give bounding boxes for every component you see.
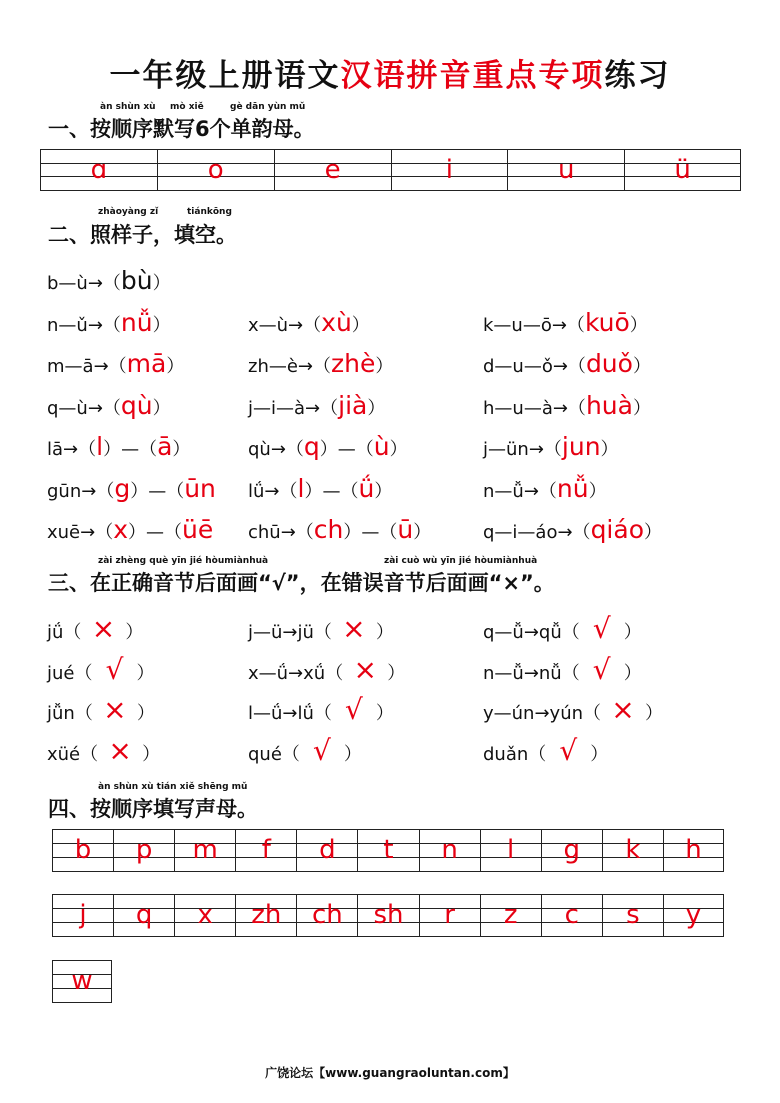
fill-separator: ）—（ bbox=[304, 480, 359, 502]
judge-close: ） bbox=[623, 662, 642, 684]
fill-close: ） bbox=[389, 439, 408, 460]
grid-cell: ɑ bbox=[40, 150, 157, 190]
fill-close: ） bbox=[166, 356, 185, 377]
grid-cell: f bbox=[235, 830, 296, 871]
section3-title-b: 在错误音节后面画“×”。 bbox=[320, 571, 555, 595]
fill-close: ） bbox=[375, 356, 394, 377]
section3-title-a: 三、在正确音节后面画“√”， bbox=[48, 571, 321, 595]
fill-answer-2: ū bbox=[397, 515, 414, 544]
fill-item bbox=[483, 432, 619, 461]
fill-separator: ）—（ bbox=[319, 439, 374, 460]
grid-cell: i bbox=[391, 150, 508, 190]
fill-answer: qiáo bbox=[590, 515, 644, 544]
cross-mark-icon: × bbox=[91, 612, 116, 645]
fill-question: gūn→（ bbox=[47, 480, 115, 502]
judge-question: l—ǘ→lǘ（ bbox=[248, 703, 332, 724]
fill-answer: q bbox=[303, 432, 320, 461]
fill-question: lǘ→（ bbox=[248, 480, 298, 502]
grid-cell: ü bbox=[624, 150, 741, 190]
fill-close: ） bbox=[588, 480, 607, 502]
footer: 广饶论坛【www.guangraoluntan.com】 bbox=[265, 1066, 515, 1080]
fill-question: n—ǚ→（ bbox=[483, 480, 557, 502]
judge-question: jǘ（ bbox=[47, 622, 82, 643]
grid-cell: t bbox=[357, 830, 418, 871]
grid-cell: g bbox=[541, 830, 602, 871]
section4-grid-row1 bbox=[52, 829, 724, 872]
judge-close: ） bbox=[387, 662, 406, 684]
section1-grid bbox=[40, 149, 741, 191]
cross-mark-icon: × bbox=[353, 652, 377, 686]
grid-cell: x bbox=[174, 895, 235, 936]
judge-item bbox=[483, 693, 663, 726]
fill-close: ） bbox=[413, 522, 432, 543]
title-part2: 汉语拼音重点专项 bbox=[340, 58, 605, 94]
judge-question: x—ǘ→xǘ（ bbox=[248, 662, 344, 684]
judge-question: xüé（ bbox=[47, 743, 99, 765]
grid-cell: m bbox=[174, 830, 235, 871]
grid-cell: r bbox=[419, 895, 480, 936]
cross-mark-icon: × bbox=[103, 693, 127, 726]
fill-answer: zhè bbox=[331, 349, 376, 378]
judge-close: ） bbox=[343, 743, 362, 765]
judge-item bbox=[483, 653, 642, 686]
section1-pinyin-2: mò xiě bbox=[170, 102, 204, 112]
grid-cell: u bbox=[507, 150, 624, 190]
fill-question: x—ù→（ bbox=[248, 314, 322, 336]
check-mark-icon: √ bbox=[344, 693, 363, 726]
grid-cell: q bbox=[113, 895, 174, 936]
fill-answer: xù bbox=[321, 307, 352, 337]
grid-cell: o bbox=[157, 150, 274, 190]
judge-close: ） bbox=[645, 703, 664, 724]
check-mark-icon: √ bbox=[592, 652, 611, 686]
grid-cell: s bbox=[602, 895, 663, 936]
fill-answer-2: ǘ bbox=[358, 473, 375, 503]
fill-question: qù→（ bbox=[248, 439, 304, 460]
fill-item bbox=[483, 515, 662, 544]
grid-cell: z bbox=[480, 895, 541, 936]
fill-question: m—ā→（ bbox=[47, 356, 127, 377]
fill-separator: ）—（ bbox=[128, 522, 183, 543]
section4-pinyin: àn shùn xù tián xiě shēng mǔ bbox=[98, 782, 248, 792]
judge-item bbox=[248, 693, 394, 726]
judge-close: ） bbox=[623, 622, 642, 643]
grid-cell: sh bbox=[357, 895, 418, 936]
fill-item bbox=[47, 515, 213, 544]
fill-close: ） bbox=[152, 397, 171, 419]
fill-close: ） bbox=[152, 314, 171, 336]
fill-answer: bù bbox=[120, 266, 153, 295]
grid-cell: zh bbox=[235, 895, 296, 936]
cross-mark-icon: × bbox=[611, 693, 635, 726]
judge-close: ） bbox=[125, 622, 144, 643]
fill-item bbox=[47, 391, 171, 420]
fill-answer-2: ù bbox=[373, 432, 390, 461]
judge-close: ） bbox=[375, 703, 394, 724]
cross-mark-icon: × bbox=[342, 612, 366, 645]
judge-item bbox=[47, 693, 155, 726]
judge-item bbox=[47, 612, 143, 645]
judge-question: y—ún→yún（ bbox=[483, 703, 602, 724]
judge-item bbox=[248, 612, 394, 645]
fill-item bbox=[47, 474, 216, 503]
judge-item bbox=[47, 734, 160, 767]
fill-close: ） bbox=[629, 314, 648, 336]
fill-question: lā→（ bbox=[47, 439, 97, 460]
fill-answer: nǚ bbox=[556, 473, 589, 503]
judge-question: jǚn（ bbox=[47, 703, 93, 724]
fill-item bbox=[47, 432, 190, 461]
section4-grid-row2 bbox=[52, 894, 724, 937]
section2-pinyin-2: tiánkōng bbox=[187, 207, 232, 217]
fill-item bbox=[248, 308, 370, 337]
fill-item bbox=[248, 349, 393, 378]
fill-question: q—ù→（ bbox=[47, 397, 121, 419]
check-mark-icon: √ bbox=[559, 733, 578, 767]
fill-item bbox=[248, 391, 385, 420]
fill-question: xuē→（ bbox=[47, 522, 114, 543]
fill-close: ） bbox=[644, 522, 662, 543]
section2-pinyin-1: zhàoyàng zǐ bbox=[98, 207, 159, 217]
section1-pinyin-3: gè dān yùn mǔ bbox=[230, 102, 306, 112]
fill-close: ） bbox=[600, 439, 619, 460]
judge-question: q—ǚ→qǚ（ bbox=[483, 622, 580, 643]
fill-answer-2: ā bbox=[157, 432, 173, 461]
section1-title: 一、按顺序默写6个单韵母。 bbox=[48, 117, 315, 141]
section3-pinyin-2: zài cuò wù yīn jié hòumiànhuà bbox=[384, 556, 538, 566]
fill-answer: jun bbox=[561, 432, 601, 461]
grid-cell: h bbox=[663, 830, 724, 871]
judge-item bbox=[248, 653, 405, 686]
fill-question: q—i—áo→（ bbox=[483, 522, 591, 543]
grid-cell: l bbox=[480, 830, 541, 871]
fill-item bbox=[483, 349, 651, 378]
grid-cell: ch bbox=[296, 895, 357, 936]
page-title bbox=[0, 50, 780, 95]
fill-answer: x bbox=[113, 515, 129, 544]
fill-item bbox=[248, 474, 392, 503]
judge-close: ） bbox=[142, 743, 161, 765]
fill-question: chū→（ bbox=[248, 522, 314, 543]
fill-close: ） bbox=[632, 356, 651, 377]
grid-cell: n bbox=[419, 830, 480, 871]
fill-question: h—u—à→（ bbox=[483, 397, 586, 419]
fill-question: n—ǔ→（ bbox=[47, 314, 121, 336]
fill-question: zh—è→（ bbox=[248, 356, 332, 377]
section4-title: 四、按顺序填写声母。 bbox=[48, 797, 258, 821]
fill-answer: nǚ bbox=[120, 307, 153, 337]
fill-separator: ）—（ bbox=[130, 480, 185, 502]
judge-close: ） bbox=[136, 703, 155, 724]
fill-answer: mā bbox=[126, 349, 167, 378]
fill-question: j—i—à→（ bbox=[248, 397, 339, 419]
grid-cell: k bbox=[602, 830, 663, 871]
fill-answer: l bbox=[297, 473, 305, 503]
grid-cell: c bbox=[541, 895, 602, 936]
grid-cell: d bbox=[296, 830, 357, 871]
section1-pinyin-1: àn shùn xù bbox=[100, 102, 156, 112]
judge-close: ） bbox=[590, 743, 609, 765]
fill-close: ） bbox=[632, 397, 651, 419]
fill-item bbox=[483, 308, 648, 337]
fill-item bbox=[248, 432, 408, 461]
check-mark-icon: √ bbox=[592, 612, 611, 645]
fill-close: ） bbox=[152, 273, 171, 294]
fill-answer: g bbox=[114, 473, 131, 503]
title-part3: 练习 bbox=[604, 58, 671, 94]
fill-separator: ）—（ bbox=[343, 522, 398, 543]
judge-close: ） bbox=[136, 662, 155, 684]
fill-question: j—ün→（ bbox=[483, 439, 562, 460]
fill-close: ） bbox=[351, 314, 370, 336]
fill-question: b—ù→（ bbox=[47, 273, 121, 294]
fill-answer: l bbox=[96, 432, 104, 461]
fill-item bbox=[248, 515, 431, 544]
grid-cell: p bbox=[113, 830, 174, 871]
fill-answer: jià bbox=[338, 390, 368, 420]
fill-answer: ch bbox=[313, 515, 344, 544]
fill-item bbox=[47, 266, 171, 295]
fill-answer: qù bbox=[120, 390, 153, 420]
grid-cell: b bbox=[52, 830, 113, 871]
fill-item bbox=[47, 308, 171, 337]
check-mark-icon: √ bbox=[313, 733, 331, 767]
grid-cell: y bbox=[663, 895, 724, 936]
fill-answer-2: ūn bbox=[184, 473, 216, 503]
judge-item bbox=[47, 653, 154, 686]
judge-question: duǎn（ bbox=[483, 743, 547, 765]
judge-item bbox=[483, 612, 642, 645]
grid-cell: e bbox=[274, 150, 391, 190]
fill-answer: huà bbox=[585, 390, 633, 420]
judge-close: ） bbox=[375, 622, 394, 643]
fill-close: ） bbox=[374, 480, 393, 502]
judge-item bbox=[483, 734, 608, 767]
judge-item bbox=[248, 734, 362, 767]
fill-item bbox=[483, 474, 607, 503]
fill-item bbox=[483, 391, 651, 420]
fill-answer-2: üē bbox=[182, 515, 214, 544]
judge-question: jué（ bbox=[47, 662, 93, 684]
fill-answer: duǒ bbox=[585, 349, 633, 378]
section2-title: 二、照样子，填空。 bbox=[48, 223, 237, 247]
judge-question: n—ǚ→nǚ（ bbox=[483, 662, 580, 684]
fill-close: ） bbox=[367, 397, 386, 419]
grid-cell: w bbox=[52, 961, 112, 1002]
fill-item bbox=[47, 349, 184, 378]
judge-question: j—ü→jü（ bbox=[248, 622, 332, 643]
fill-question: d—u—ǒ→（ bbox=[483, 356, 586, 377]
cross-mark-icon: × bbox=[108, 733, 132, 767]
section3-title bbox=[48, 567, 555, 597]
section4-grid-row3 bbox=[52, 960, 112, 1003]
fill-question: k—u—ō→（ bbox=[483, 314, 585, 336]
check-mark-icon: √ bbox=[105, 652, 124, 686]
title-part1: 一年级上册语文 bbox=[109, 58, 341, 94]
section3-pinyin-1: zài zhèng què yīn jié hòumiànhuà bbox=[98, 556, 269, 566]
grid-cell: j bbox=[52, 895, 113, 936]
judge-question: qué（ bbox=[248, 743, 300, 765]
fill-answer: kuō bbox=[584, 307, 630, 337]
fill-separator: ）—（ bbox=[103, 439, 158, 460]
fill-close: ） bbox=[172, 439, 191, 460]
